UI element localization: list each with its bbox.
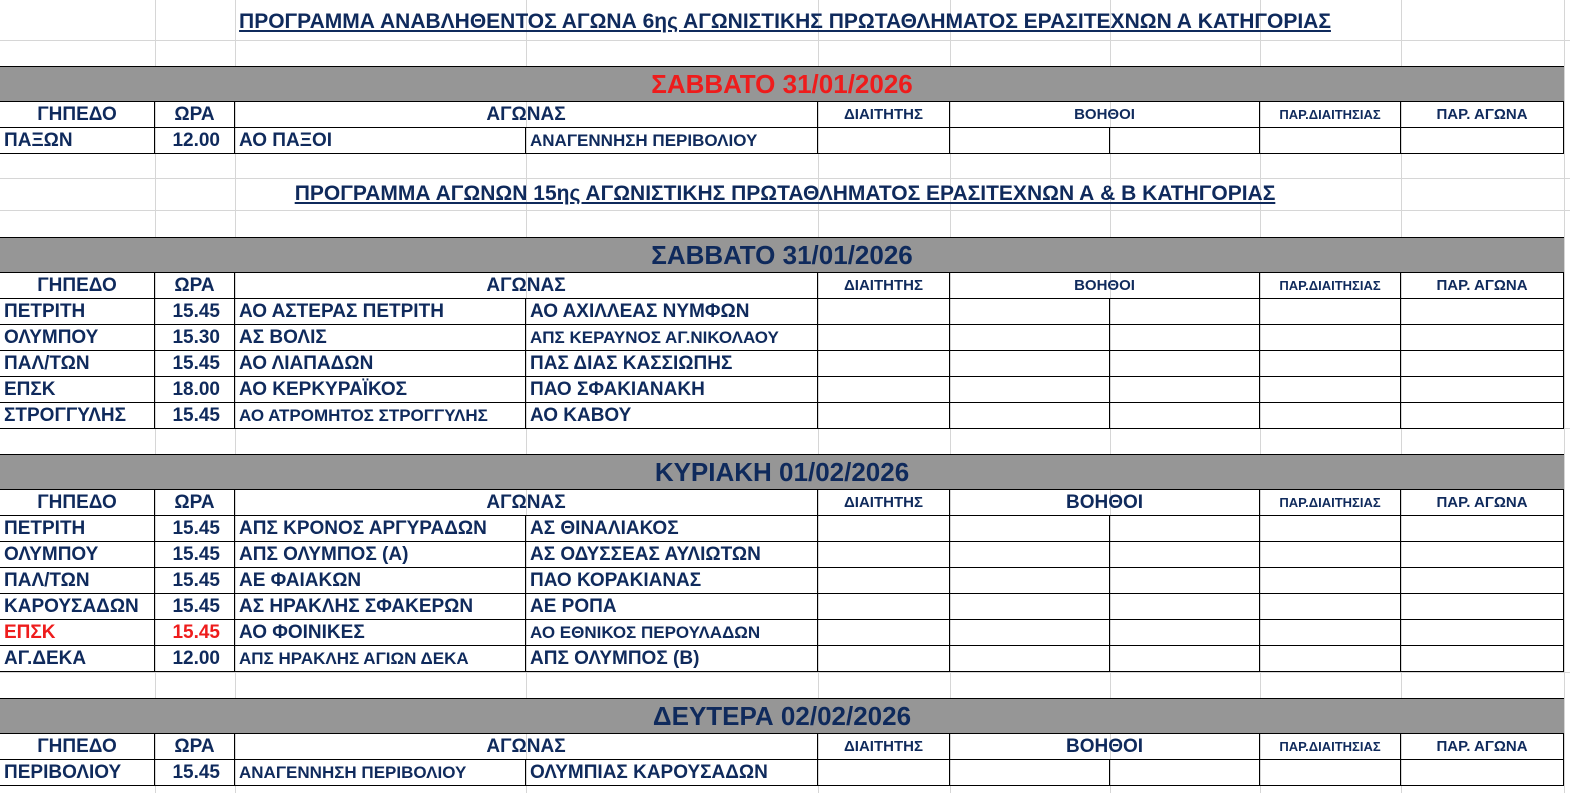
- header-match: ΑΓΩΝΑΣ: [235, 734, 818, 759]
- home-team-cell[interactable]: ΑΠΣ ΟΛΥΜΠΟΣ (Α): [235, 542, 526, 567]
- ref-observer-cell[interactable]: [1260, 568, 1401, 593]
- ground-cell[interactable]: ΚΑΡΟΥΣΑΔΩΝ: [0, 594, 155, 619]
- assistant1-cell[interactable]: [950, 516, 1110, 541]
- time-cell[interactable]: 12.00: [155, 128, 235, 153]
- match-observer-cell[interactable]: [1401, 542, 1564, 567]
- header-match-observer: ΠΑΡ. ΑΓΩΝΑ: [1401, 102, 1564, 127]
- referee-cell[interactable]: [818, 299, 950, 324]
- match-observer-cell[interactable]: [1401, 403, 1564, 428]
- match-row[interactable]: [0, 568, 1564, 594]
- referee-cell[interactable]: [818, 594, 950, 619]
- time-cell[interactable]: 15.45: [155, 620, 235, 645]
- away-team-cell[interactable]: ΠΑΣ ΔΙΑΣ ΚΑΣΣΙΩΠΗΣ: [526, 351, 818, 376]
- header-ref-observer: ΠΑΡ.ΔΙΑΙΤΗΣΙΑΣ: [1260, 273, 1401, 298]
- time-cell[interactable]: 15.45: [155, 403, 235, 428]
- header-row: [0, 102, 1564, 128]
- header-assistants: ΒΟΗΘΟΙ: [950, 102, 1260, 127]
- referee-cell[interactable]: [818, 646, 950, 671]
- assistant1-cell[interactable]: [950, 594, 1110, 619]
- home-team-cell[interactable]: ΑΝΑΓΕΝΝΗΣΗ ΠΕΡΙΒΟΛΙΟΥ: [235, 760, 526, 785]
- match-observer-cell[interactable]: [1401, 568, 1564, 593]
- ground-cell[interactable]: ΟΛΥΜΠΟΥ: [0, 325, 155, 350]
- assistant2-cell[interactable]: [1110, 594, 1260, 619]
- day-band: ΔΕΥΤΕΡΑ 02/02/2026: [0, 698, 1564, 734]
- assistant1-cell[interactable]: [950, 403, 1110, 428]
- assistant2-cell[interactable]: [1110, 377, 1260, 402]
- away-team-cell[interactable]: ΑΣ ΘΙΝΑΛΙΑΚΟΣ: [526, 516, 818, 541]
- away-team-cell[interactable]: ΑΠΣ ΟΛΥΜΠΟΣ (Β): [526, 646, 818, 671]
- ref-observer-cell[interactable]: [1260, 299, 1401, 324]
- ground-cell[interactable]: ΟΛΥΜΠΟΥ: [0, 542, 155, 567]
- match-row[interactable]: [0, 542, 1564, 568]
- ground-cell[interactable]: ΠΕΡΙΒΟΛΙΟΥ: [0, 760, 155, 785]
- ref-observer-cell[interactable]: [1260, 760, 1401, 785]
- match-row[interactable]: [0, 377, 1564, 403]
- match-row[interactable]: [0, 299, 1564, 325]
- assistant2-cell[interactable]: [1110, 646, 1260, 671]
- match-row[interactable]: [0, 620, 1564, 646]
- assistant2-cell[interactable]: [1110, 542, 1260, 567]
- home-team-cell[interactable]: ΑΟ ΦΟΙΝΙΚΕΣ: [235, 620, 526, 645]
- ground-cell[interactable]: ΕΠΣΚ: [0, 620, 155, 645]
- assistant1-cell[interactable]: [950, 542, 1110, 567]
- day-band: ΣΑΒΒΑΤΟ 31/01/2026: [0, 237, 1564, 273]
- time-cell[interactable]: 15.45: [155, 299, 235, 324]
- title-postponed: ΠΡΟΓΡΑΜΜΑ ΑΝΑΒΛΗΘΕΝΤΟΣ ΑΓΩΝΑ 6ης ΑΓΩΝΙΣΤΙΚΗΣ ΠΡΩΤΑΘΛΗΜΑΤΟΣ ΕΡΑΣΙΤΕΧΝΩΝ Α ΚΑΤΗΓΟΡΙΑΣ: [239, 10, 1331, 33]
- header-time: ΩΡΑ: [155, 273, 235, 298]
- assistant2-cell[interactable]: [1110, 128, 1260, 153]
- time-cell[interactable]: 15.45: [155, 351, 235, 376]
- time-cell[interactable]: 18.00: [155, 377, 235, 402]
- ground-cell[interactable]: ΣΤΡΟΓΓΥΛΗΣ: [0, 403, 155, 428]
- assistant2-cell[interactable]: [1110, 760, 1260, 785]
- day-band: ΚΥΡΙΑΚΗ 01/02/2026: [0, 454, 1564, 490]
- header-match-observer: ΠΑΡ. ΑΓΩΝΑ: [1401, 734, 1564, 759]
- header-assistants: ΒΟΗΘΟΙ: [950, 490, 1260, 515]
- ref-observer-cell[interactable]: [1260, 351, 1401, 376]
- home-team-cell[interactable]: ΑΣ ΒΟΛΙΣ: [235, 325, 526, 350]
- away-team-cell[interactable]: ΑΟ ΕΘΝΙΚΟΣ ΠΕΡΟΥΛΑΔΩΝ: [526, 620, 818, 645]
- match-row[interactable]: [0, 128, 1564, 154]
- header-ground: ΓΗΠΕΔΟ: [0, 273, 155, 298]
- ground-cell[interactable]: ΠΕΤΡΙΤΗ: [0, 299, 155, 324]
- title-round15: ΠΡΟΓΡΑΜΜΑ ΑΓΩΝΩΝ 15ης ΑΓΩΝΙΣΤΙΚΗΣ ΠΡΩΤΑΘΛΗΜΑΤΟΣ ΕΡΑΣΙΤΕΧΝΩΝ Α & Β ΚΑΤΗΓΟΡΙΑΣ: [294, 182, 1276, 205]
- ref-observer-cell[interactable]: [1260, 128, 1401, 153]
- match-row[interactable]: [0, 403, 1564, 429]
- time-cell[interactable]: 15.45: [155, 568, 235, 593]
- away-team-cell[interactable]: ΑΟ ΚΑΒΟΥ: [526, 403, 818, 428]
- home-team-cell[interactable]: ΑΟ ΚΕΡΚΥΡΑΪΚΟΣ: [235, 377, 526, 402]
- assistant2-cell[interactable]: [1110, 568, 1260, 593]
- header-referee: ΔΙΑΙΤΗΤΗΣ: [818, 102, 950, 127]
- time-cell[interactable]: 15.45: [155, 516, 235, 541]
- header-time: ΩΡΑ: [155, 734, 235, 759]
- header-referee: ΔΙΑΙΤΗΤΗΣ: [818, 273, 950, 298]
- header-assistants: ΒΟΗΘΟΙ: [950, 734, 1260, 759]
- ref-observer-cell[interactable]: [1260, 516, 1401, 541]
- ref-observer-cell[interactable]: [1260, 325, 1401, 350]
- away-team-cell[interactable]: ΑΟ ΑΧΙΛΛΕΑΣ ΝΥΜΦΩΝ: [526, 299, 818, 324]
- match-row[interactable]: [0, 516, 1564, 542]
- header-ground: ΓΗΠΕΔΟ: [0, 102, 155, 127]
- referee-cell[interactable]: [818, 377, 950, 402]
- home-team-cell[interactable]: ΑΠΣ ΗΡΑΚΛΗΣ ΑΓΙΩΝ ΔΕΚΑ: [235, 646, 526, 671]
- away-team-cell[interactable]: ΑΠΣ ΚΕΡΑΥΝΟΣ ΑΓ.ΝΙΚΟΛΑΟΥ: [526, 325, 818, 350]
- home-team-cell[interactable]: ΑΕ ΦΑΙΑΚΩΝ: [235, 568, 526, 593]
- home-team-cell[interactable]: ΑΣ ΗΡΑΚΛΗΣ ΣΦΑΚΕΡΩΝ: [235, 594, 526, 619]
- assistant1-cell[interactable]: [950, 128, 1110, 153]
- header-row: [0, 273, 1564, 299]
- referee-cell[interactable]: [818, 516, 950, 541]
- assistant2-cell[interactable]: [1110, 403, 1260, 428]
- header-assistants: ΒΟΗΘΟΙ: [950, 273, 1260, 298]
- away-team-cell[interactable]: ΑΝΑΓΕΝΝΗΣΗ ΠΕΡΙΒΟΛΙΟΥ: [526, 128, 818, 153]
- assistant2-cell[interactable]: [1110, 299, 1260, 324]
- ref-observer-cell[interactable]: [1260, 403, 1401, 428]
- referee-cell[interactable]: [818, 620, 950, 645]
- match-row[interactable]: [0, 325, 1564, 351]
- ground-cell[interactable]: ΑΓ.ΔΕΚΑ: [0, 646, 155, 671]
- grid-line: [0, 178, 1570, 179]
- assistant1-cell[interactable]: [950, 325, 1110, 350]
- match-observer-cell[interactable]: [1401, 760, 1564, 785]
- assistant1-cell[interactable]: [950, 299, 1110, 324]
- match-observer-cell[interactable]: [1401, 128, 1564, 153]
- match-observer-cell[interactable]: [1401, 646, 1564, 671]
- grid-line: [0, 210, 1570, 211]
- home-team-cell[interactable]: ΑΟ ΛΙΑΠΑΔΩΝ: [235, 351, 526, 376]
- time-cell[interactable]: 15.30: [155, 325, 235, 350]
- referee-cell[interactable]: [818, 351, 950, 376]
- assistant1-cell[interactable]: [950, 760, 1110, 785]
- header-referee: ΔΙΑΙΤΗΤΗΣ: [818, 490, 950, 515]
- grid-line: [0, 40, 1570, 41]
- ref-observer-cell[interactable]: [1260, 646, 1401, 671]
- ref-observer-cell[interactable]: [1260, 594, 1401, 619]
- header-ground: ΓΗΠΕΔΟ: [0, 490, 155, 515]
- away-team-cell[interactable]: ΠΑΟ ΚΟΡΑΚΙΑΝΑΣ: [526, 568, 818, 593]
- header-match: ΑΓΩΝΑΣ: [235, 273, 818, 298]
- match-row[interactable]: [0, 760, 1564, 786]
- ground-cell[interactable]: ΕΠΣΚ: [0, 377, 155, 402]
- assistant1-cell[interactable]: [950, 568, 1110, 593]
- away-team-cell[interactable]: ΑΕ ΡΟΠΑ: [526, 594, 818, 619]
- header-match-observer: ΠΑΡ. ΑΓΩΝΑ: [1401, 490, 1564, 515]
- day-band: ΣΑΒΒΑΤΟ 31/01/2026: [0, 66, 1564, 102]
- home-team-cell[interactable]: ΑΟ ΠΑΞΟΙ: [235, 128, 526, 153]
- header-match: ΑΓΩΝΑΣ: [235, 102, 818, 127]
- time-cell[interactable]: 15.45: [155, 594, 235, 619]
- assistant1-cell[interactable]: [950, 620, 1110, 645]
- referee-cell[interactable]: [818, 128, 950, 153]
- assistant2-cell[interactable]: [1110, 325, 1260, 350]
- ground-cell[interactable]: ΠΑΞΩΝ: [0, 128, 155, 153]
- ground-cell[interactable]: ΠΕΤΡΙΤΗ: [0, 516, 155, 541]
- match-observer-cell[interactable]: [1401, 594, 1564, 619]
- time-cell[interactable]: 12.00: [155, 646, 235, 671]
- header-ref-observer: ΠΑΡ.ΔΙΑΙΤΗΣΙΑΣ: [1260, 102, 1401, 127]
- assistant2-cell[interactable]: [1110, 620, 1260, 645]
- home-team-cell[interactable]: ΑΟ ΑΣΤΕΡΑΣ ΠΕΤΡΙΤΗ: [235, 299, 526, 324]
- referee-cell[interactable]: [818, 568, 950, 593]
- header-referee: ΔΙΑΙΤΗΤΗΣ: [818, 734, 950, 759]
- referee-cell[interactable]: [818, 325, 950, 350]
- match-observer-cell[interactable]: [1401, 620, 1564, 645]
- assistant1-cell[interactable]: [950, 377, 1110, 402]
- away-team-cell[interactable]: ΠΑΟ ΣΦΑΚΙΑΝΑΚΗ: [526, 377, 818, 402]
- match-row[interactable]: [0, 351, 1564, 377]
- ground-cell[interactable]: ΠΑΛ/ΤΩΝ: [0, 351, 155, 376]
- header-row: [0, 490, 1564, 516]
- ref-observer-cell[interactable]: [1260, 377, 1401, 402]
- ground-cell[interactable]: ΠΑΛ/ΤΩΝ: [0, 568, 155, 593]
- assistant1-cell[interactable]: [950, 351, 1110, 376]
- match-observer-cell[interactable]: [1401, 351, 1564, 376]
- header-ref-observer: ΠΑΡ.ΔΙΑΙΤΗΣΙΑΣ: [1260, 734, 1401, 759]
- ref-observer-cell[interactable]: [1260, 620, 1401, 645]
- home-team-cell[interactable]: ΑΟ ΑΤΡΟΜΗΤΟΣ ΣΤΡΟΓΓΥΛΗΣ: [235, 403, 526, 428]
- referee-cell[interactable]: [818, 760, 950, 785]
- header-ground: ΓΗΠΕΔΟ: [0, 734, 155, 759]
- match-row[interactable]: [0, 594, 1564, 620]
- grid-line: [0, 672, 1570, 673]
- assistant1-cell[interactable]: [950, 646, 1110, 671]
- header-time: ΩΡΑ: [155, 490, 235, 515]
- header-match: ΑΓΩΝΑΣ: [235, 490, 818, 515]
- match-observer-cell[interactable]: [1401, 377, 1564, 402]
- time-cell[interactable]: 15.45: [155, 542, 235, 567]
- match-observer-cell[interactable]: [1401, 299, 1564, 324]
- match-observer-cell[interactable]: [1401, 325, 1564, 350]
- assistant2-cell[interactable]: [1110, 351, 1260, 376]
- header-time: ΩΡΑ: [155, 102, 235, 127]
- match-row[interactable]: [0, 646, 1564, 672]
- referee-cell[interactable]: [818, 542, 950, 567]
- header-row: [0, 734, 1564, 760]
- away-team-cell[interactable]: ΑΣ ΟΔΥΣΣΕΑΣ ΑΥΛΙΩΤΩΝ: [526, 542, 818, 567]
- referee-cell[interactable]: [818, 403, 950, 428]
- header-ref-observer: ΠΑΡ.ΔΙΑΙΤΗΣΙΑΣ: [1260, 490, 1401, 515]
- away-team-cell[interactable]: ΟΛΥΜΠΙΑΣ ΚΑΡΟΥΣΑΔΩΝ: [526, 760, 818, 785]
- header-match-observer: ΠΑΡ. ΑΓΩΝΑ: [1401, 273, 1564, 298]
- home-team-cell[interactable]: ΑΠΣ ΚΡΟΝΟΣ ΑΡΓΥΡΑΔΩΝ: [235, 516, 526, 541]
- time-cell[interactable]: 15.45: [155, 760, 235, 785]
- ref-observer-cell[interactable]: [1260, 542, 1401, 567]
- match-observer-cell[interactable]: [1401, 516, 1564, 541]
- grid-line: [1564, 0, 1565, 793]
- assistant2-cell[interactable]: [1110, 516, 1260, 541]
